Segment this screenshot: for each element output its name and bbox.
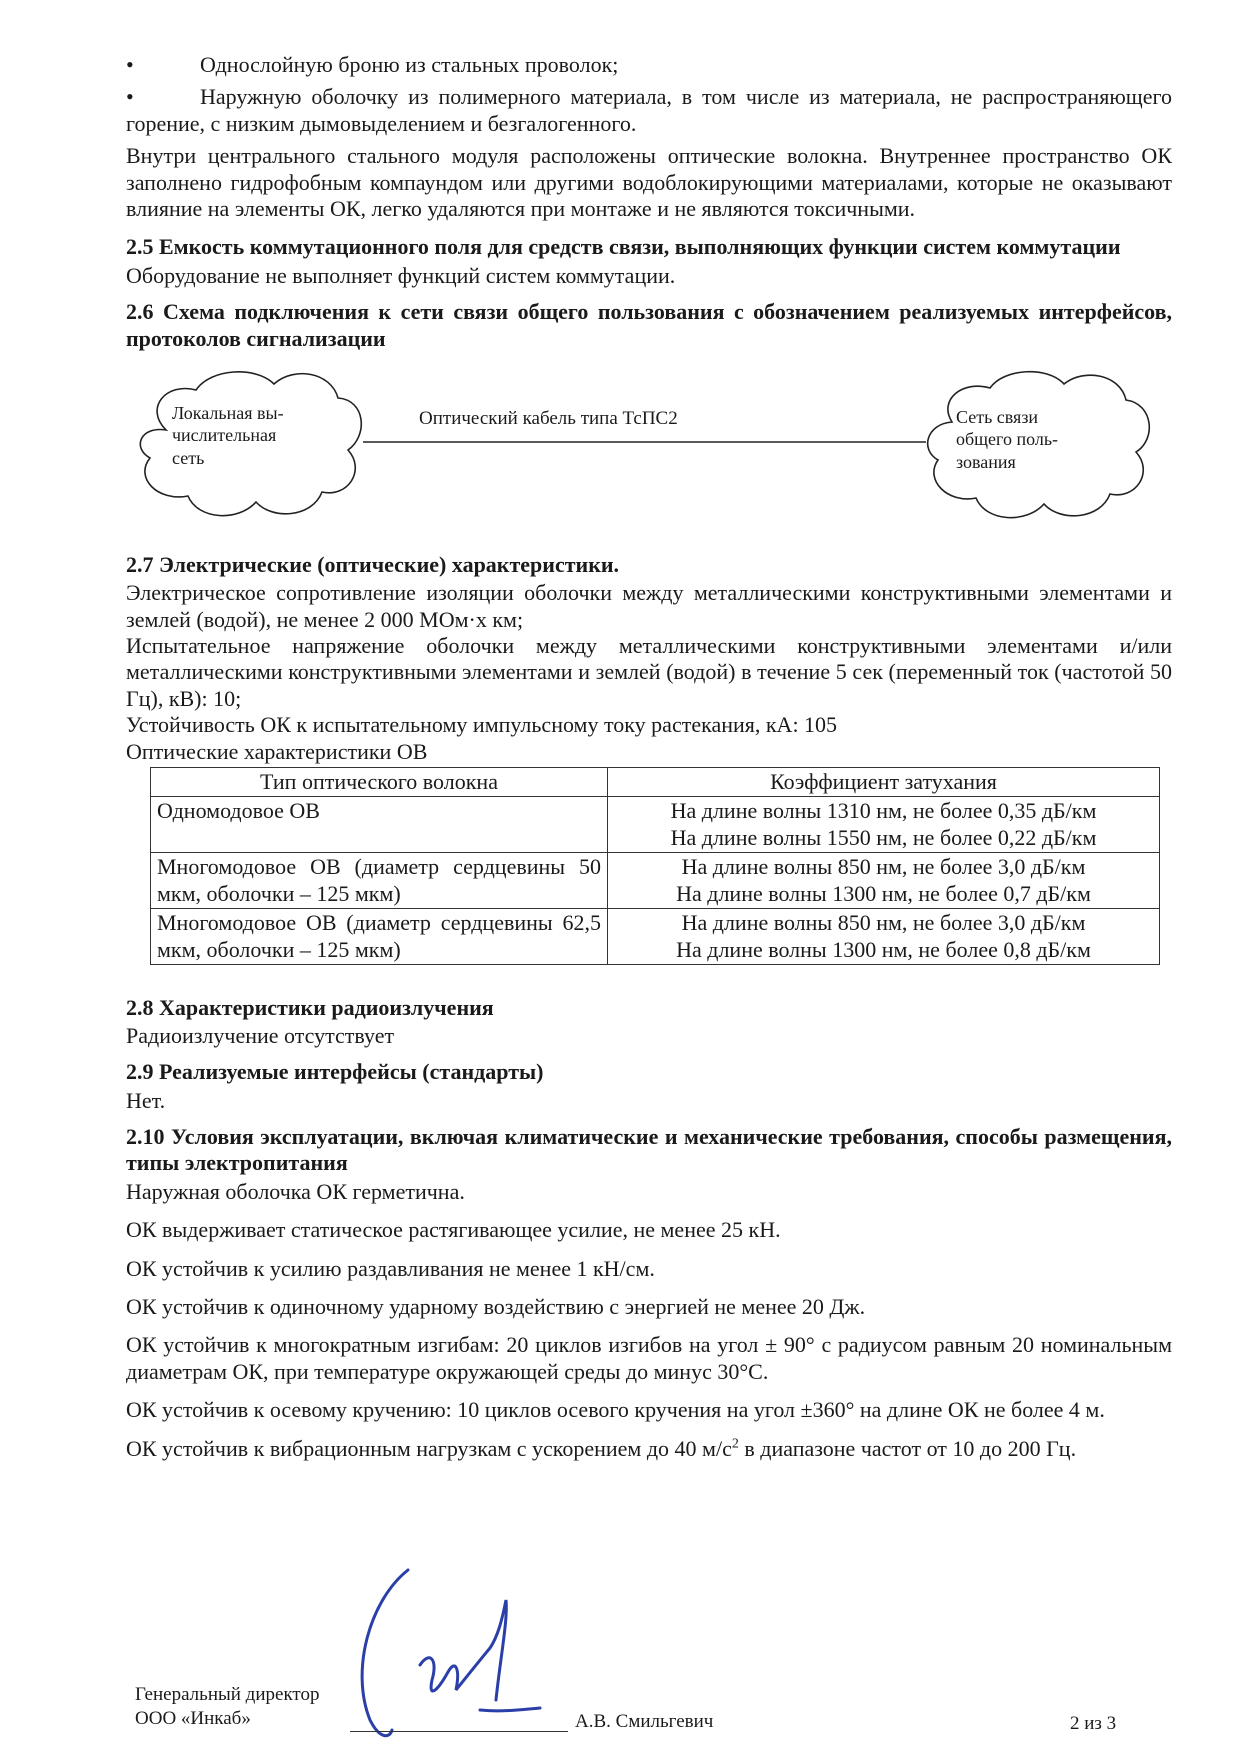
- right-cloud-label: Сеть связи общего поль- зования: [956, 406, 1059, 472]
- bullet-text: Наружную оболочку из полимерного материала, в том числе из материала, не распространяющего горение, с низким дымовыделением и безгалогенного.: [126, 84, 1172, 136]
- attenuation-cell: На длине волны 850 нм, не более 3,0 дБ/км На длине волны 1300 нм, не более 0,8 дБ/км: [608, 908, 1160, 964]
- intro-paragraph: Внутри центрального стального модуля расположены оптические волокна. Внутреннее пространство ОК заполнено гидрофобным компаундом или другими водоблокирующими материалами, которые не оказывают влияние на элементы ОК, легко удаляются при монтаже и не являются токсичными.: [126, 143, 1172, 221]
- section-2-10: [126, 1124, 1172, 1462]
- bullet-item: [126, 52, 1172, 78]
- section-text: ОК устойчив к усилию раздавливания не менее 1 кН/см.: [126, 1255, 655, 1281]
- section-heading: 2.6 Схема подключения к сети связи общего пользования с обозначением реализуемых интерфейсов, протоколов сигнализации: [126, 299, 1172, 351]
- section-2-8: [126, 995, 1172, 1050]
- signature-line: [350, 1731, 568, 1732]
- fiber-type-cell: Многомодовое ОВ (диаметр сердцевины 50 мкм, оболочки – 125 мкм): [151, 852, 608, 908]
- document-page: [126, 52, 1172, 1474]
- section-text: ОК устойчив к осевому кручению: 10 циклов осевого кручения на угол ±360° на длине ОК не более 4 м.: [126, 1397, 1105, 1423]
- page-number: 2 из 3: [1070, 1713, 1117, 1734]
- table-row: [151, 796, 1160, 852]
- fiber-type-cell: Многомодовое ОВ (диаметр сердцевины 62,5 мкм, оболочки – 125 мкм): [151, 908, 608, 964]
- section-2-7: [126, 552, 1172, 765]
- section-text: ОК устойчив к одиночному ударному воздействию с энергией не менее 20 Дж.: [126, 1294, 866, 1320]
- section-2-9: [126, 1059, 1172, 1114]
- table-header-cell: Тип оптического волокна: [151, 768, 608, 797]
- bullet-item: [126, 84, 1172, 137]
- connection-diagram: [126, 360, 1172, 550]
- section-heading: 2.10 Условия эксплуатации, включая климатические и механические требования, способы размещения, типы электропитания: [126, 1124, 1172, 1176]
- signatory-title: Генеральный директор ООО «Инкаб»: [135, 1684, 320, 1729]
- section-text: Электрическое сопротивление изоляции оболочки между металлическими конструктивными элементами и землей (водой), не менее 2 000 МОм·х км;: [126, 580, 1172, 632]
- section-text: Устойчивость ОК к испытательному импульсному току растекания, кА: 105: [126, 712, 838, 738]
- fiber-type-cell: Одномодовое ОВ: [151, 796, 608, 852]
- section-text: ОК выдерживает статическое растягивающее усилие, не менее 25 кН.: [126, 1217, 781, 1243]
- section-text: Испытательное напряжение оболочки между металлическими конструктивными элементами и/или металлическими конструктивными элементами и землей (водой) в течение 5 сек (переменный ток (частотой 50 Гц), кВ): 10;: [126, 633, 1172, 711]
- section-text: Нет.: [126, 1087, 166, 1113]
- section-heading: 2.5 Емкость коммутационного поля для средств связи, выполняющих функции систем коммутации: [126, 234, 1121, 260]
- bullet-symbol: •: [126, 84, 134, 110]
- bullet-text: Однослойную броню из стальных проволок;: [200, 52, 619, 77]
- attenuation-cell: На длине волны 1310 нм, не более 0,35 дБ/км На длине волны 1550 нм, не более 0,22 дБ/км: [608, 796, 1160, 852]
- section-2-5: [126, 234, 1172, 289]
- section-text: ОК устойчив к многократным изгибам: 20 циклов изгибов на угол ± 90° с радиусом равным 20 номинальным диаметрам ОК, при температуре окружающей среды до минус 30°С.: [126, 1332, 1172, 1384]
- table-header-cell: Коэффициент затухания: [608, 768, 1160, 797]
- section-heading: 2.7 Электрические (оптические) характеристики.: [126, 551, 620, 577]
- section-text: Наружная оболочка ОК герметична.: [126, 1178, 465, 1204]
- table-row: [151, 908, 1160, 964]
- section-heading: 2.9 Реализуемые интерфейсы (стандарты): [126, 1059, 544, 1085]
- table-row: [151, 852, 1160, 908]
- attenuation-cell: На длине волны 850 нм, не более 3,0 дБ/км На длине волны 1300 нм, не более 0,7 дБ/км: [608, 852, 1160, 908]
- signatory-name: А.В. Смильгевич: [575, 1711, 714, 1732]
- section-text: Радиоизлучение отсутствует: [126, 1022, 395, 1048]
- cable-label: Оптический кабель типа ТсПС2: [419, 407, 678, 429]
- section-heading: 2.8 Характеристики радиоизлучения: [126, 994, 494, 1020]
- left-cloud-label: Локальная вы- числительная сеть: [172, 402, 284, 468]
- document-footer: [135, 1683, 1135, 1743]
- bullet-symbol: •: [126, 52, 134, 77]
- table-header-row: [151, 768, 1160, 797]
- section-2-6: [126, 299, 1172, 352]
- section-text: Оптические характеристики ОВ: [126, 738, 428, 764]
- section-text: Оборудование не выполняет функций систем коммутации.: [126, 262, 676, 288]
- section-text: ОК устойчив к вибрационным нагрузкам с ускорением до 40 $м/с^2$ в диапазоне частот от 10 до 200 Гц.: [126, 1435, 1077, 1461]
- optical-characteristics-table: [150, 767, 1160, 965]
